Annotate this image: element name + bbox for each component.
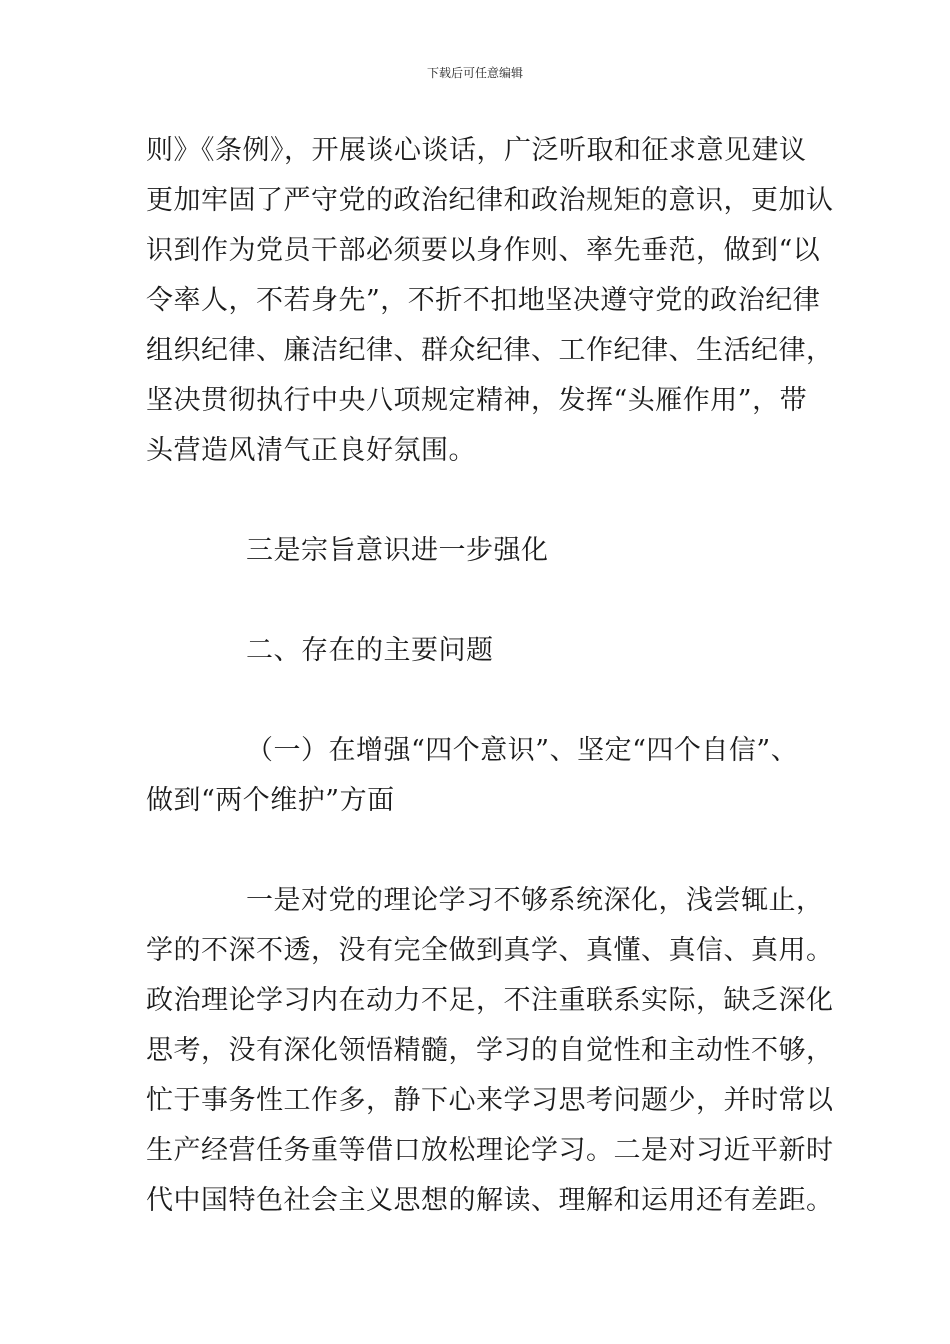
text-line: 则》《条例》，开展谈心谈话，广泛听取和征求意见建议: [146, 135, 807, 166]
paragraph-spacer: [146, 576, 806, 626]
page-header: 下载后可任意编辑: [426, 66, 523, 80]
paragraph-spacer: [146, 676, 806, 726]
paragraph-spacer: [146, 476, 806, 526]
paragraph-party-discipline: [146, 126, 834, 476]
text-line: 政治理论学习内在动力不足，不注重联系实际，缺乏深化: [146, 985, 834, 1016]
text-line: 生产经营任务重等借口放松理论学习。二是对习近平新时: [146, 1135, 834, 1166]
text-line: 头营造风清气正良好氛围。: [146, 435, 476, 466]
text-line: （一）在增强“四个意识”、坚定“四个自信”、: [246, 735, 799, 766]
text-line: 更加牢固了严守党的政治纪律和政治规矩的意识，更加认: [146, 185, 834, 216]
text-line: 坚决贯彻执行中央八项规定精神，发挥“头雁作用”，带: [146, 385, 808, 416]
text-line: 忙于事务性工作多，静下心来学习思考问题少，并时常以: [146, 1085, 834, 1116]
section-heading-main-problems: 二、存在的主要问题: [246, 635, 494, 666]
subheading-four-consciousness: [146, 726, 806, 826]
text-line: 代中国特色社会主义思想的解读、理解和运用还有差距。: [146, 1185, 834, 1216]
text-line: 学的不深不透，没有完全做到真学、真懂、真信、真用。: [146, 935, 834, 966]
text-line: 一是对党的理论学习不够系统深化，浅尝辄止，: [246, 885, 824, 916]
paragraph-spacer: [146, 826, 806, 876]
text-line: 思考，没有深化领悟精髓，学习的自觉性和主动性不够，: [146, 1035, 834, 1066]
text-line: 做到“两个维护”方面: [146, 785, 395, 816]
heading-purpose-awareness: 三是宗旨意识进一步强化: [246, 535, 549, 566]
text-line: 令率人，不若身先”，不折不扣地坚决遵守党的政治纪律: [146, 285, 821, 316]
text-line: 识到作为党员干部必须要以身作则、率先垂范，做到“以: [146, 235, 821, 266]
document-body: [146, 126, 834, 1226]
paragraph-theory-study: [146, 876, 834, 1226]
text-line: 组织纪律、廉洁纪律、群众纪律、工作纪律、生活纪律，: [146, 335, 834, 366]
